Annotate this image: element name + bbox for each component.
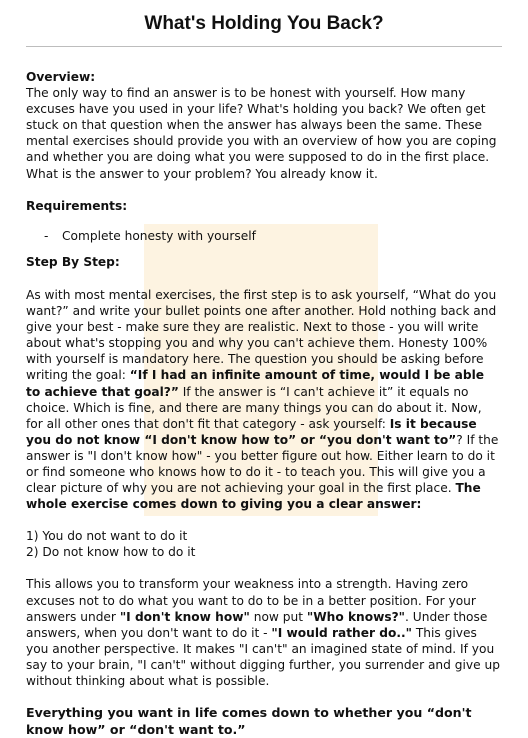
after-bold-rather: "I would rather do.." bbox=[271, 625, 412, 640]
requirement-item bbox=[26, 228, 502, 244]
steps-text-3: ? If the answer is "I don't know how" - you better figure out how. Either learn to do it or find someone who knows how to do it - to teach you. This will give you a clear picture of why you are not achieving your goal in the first place. bbox=[26, 432, 499, 496]
steps-bold-question: “If I had an infinite amount of time, would I be able to achieve that goal?” bbox=[26, 368, 485, 399]
steps-heading: Step By Step: bbox=[26, 254, 120, 269]
answer-item: 2) Do not know how to do it bbox=[26, 545, 196, 560]
after-text-4: This gives you another perspective. It makes "I can't" an imagined state of mind. If you say to your brain, "I can't" without digging further, you surrender and give up without thinking about what is possible. bbox=[26, 625, 500, 688]
after-text-2: now put bbox=[249, 609, 307, 624]
steps-text-2: If the answer is “I can't achieve it” it equals no choice. Which is fine, and there are many things you can do about it. Now, for all other ones that don't fit that category - ask yourself: bbox=[26, 384, 482, 431]
answers-list bbox=[26, 528, 502, 560]
closing-statement: Everything you want in life comes down to whether you “don't know how” or “don't want to.” bbox=[26, 705, 472, 737]
requirements-heading: Requirements: bbox=[26, 198, 128, 213]
steps-section bbox=[26, 254, 502, 512]
after-bold-dont-know: "I don't know how" bbox=[119, 609, 250, 624]
list-dash: - bbox=[44, 228, 49, 243]
steps-paragraph bbox=[26, 287, 502, 512]
overview-section bbox=[26, 69, 502, 182]
answer-item: 1) You do not want to do it bbox=[26, 529, 188, 544]
transformation-paragraph bbox=[26, 576, 502, 689]
after-text-1: This allows you to transform your weakness into a strength. Having zero excuses not to do what you want to do to be in a better position. For your answers under bbox=[26, 577, 476, 624]
after-text-3: . Under those answers, when you don't want to do it - bbox=[26, 609, 488, 640]
requirement-text: Complete honesty with yourself bbox=[62, 228, 256, 243]
title-divider bbox=[26, 46, 502, 47]
requirements-section bbox=[26, 198, 502, 244]
steps-text-1: As with most mental exercises, the first step is to ask yourself, “What do you want?” and write your bullet points one after another. Hold nothing back and give your best - make sure they are realistic. Next to those - you will write about what's stopping you and why you can't achieve them. Honesty 100% with yourself is mandatory here. The question you should be asking before writing the goal: bbox=[26, 287, 497, 383]
after-bold-who-knows: "Who knows?" bbox=[306, 609, 406, 624]
page-title: What's Holding You Back? bbox=[144, 13, 384, 34]
steps-bold-summary: The whole exercise comes down to giving you a clear answer: bbox=[26, 481, 481, 512]
overview-heading: Overview: bbox=[26, 70, 96, 84]
overview-text: The only way to find an answer is to be honest with yourself. How many excuses have you used in your life? What's holding you back? We often get stuck on that question when the answer has always been the same. These mental exercises should provide you with an overview of how you are coping and whether you are doing what you were supposed to do in the first place. What is the answer to your problem? You already know it. bbox=[26, 86, 497, 181]
steps-bold-choice: Is it because you do not know “I don't know how to” or “you don't want to” bbox=[26, 416, 477, 447]
